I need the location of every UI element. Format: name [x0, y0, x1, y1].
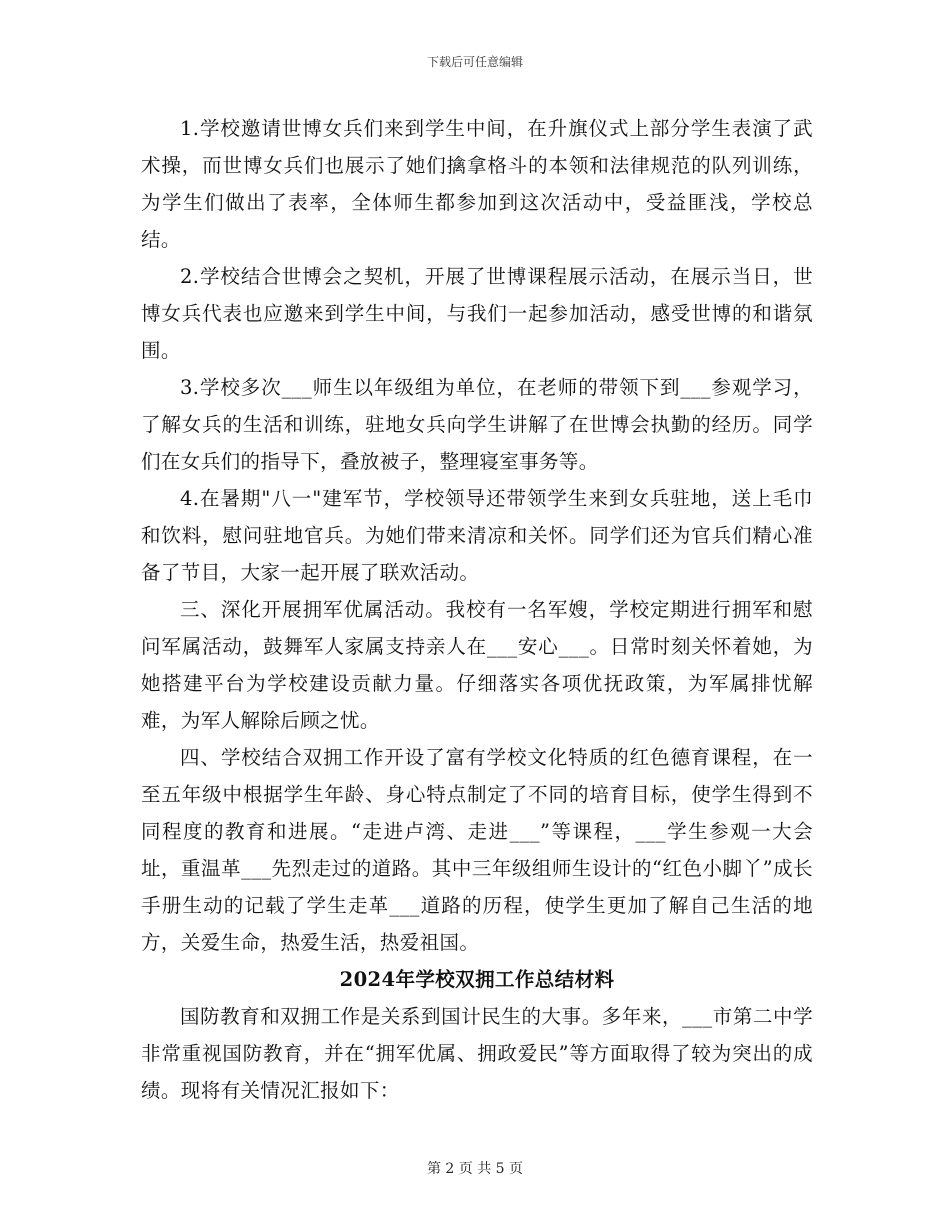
- page-header: 下载后可任意编辑: [426, 55, 523, 69]
- paragraph-5: 三、深化开展拥军优属活动。我校有一名军嫂，学校定期进行拥军和慰问军属活动，鼓舞军人家属支持亲人在___安心___。日常时刻关怀着她，为她搭建平台为学校建设贡献力量。仔细落实各项优抚政策，为军属排忧解难，为军人解除后顾之忧。: [141, 598, 813, 732]
- paragraph-3: 3.学校多次___师生以年级组为单位，在老师的带领下到___参观学习，了解女兵的生活和训练，驻地女兵向学生讲解了在世博会执勤的经历。同学们在女兵们的指导下，叠放被子，整理寝室事务等。: [141, 376, 813, 473]
- section-heading: 2024年学校双拥工作总结材料: [339, 968, 615, 991]
- paragraph-4: 4.在暑期"八一"建军节，学校领导还带领学生来到女兵驻地，送上毛巾和饮料，慰问驻地官兵。为她们带来清凉和关怀。同学们还为官兵们精心准备了节目，大家一起开展了联欢活动。: [141, 487, 813, 584]
- paragraph-1: 1.学校邀请世博女兵们来到学生中间，在升旗仪式上部分学生表演了武术操，而世博女兵们也展示了她们擒拿格斗的本领和法律规范的队列训练，为学生们做出了表率，全体师生都参加到这次活动中，受益匪浅，学校总结。: [141, 117, 813, 251]
- page-footer: 第 2 页 共 5 页: [426, 1161, 524, 1177]
- paragraph-6: 四、学校结合双拥工作开设了富有学校文化特质的红色德育课程，在一至五年级中根据学生年龄、身心特点制定了不同的培育目标，使学生得到不同程度的教育和进展。“走进卢湾、走进___”等课程，___学生参观一大会址，重温革___先烈走过的道路。其中三年级组师生设计的“红色小脚丫”成长手册生动的记载了学生走革___道路的历程，使学生更加了解自己生活的地方，关爱生命，热爱生活，热爱祖国。: [141, 746, 813, 954]
- document-body: [141, 110, 813, 1109]
- paragraph-2: 2.学校结合世博会之契机，开展了世博课程展示活动，在展示当日，世博女兵代表也应邀来到学生中间，与我们一起参加活动，感受世博的和谐氛围。: [141, 265, 813, 362]
- paragraph-7: 国防教育和双拥工作是关系到国计民生的大事。多年来，___市第二中学非常重视国防教育，并在“拥军优属、拥政爱民”等方面取得了较为突出的成绩。现将有关情况汇报如下：: [141, 1005, 813, 1102]
